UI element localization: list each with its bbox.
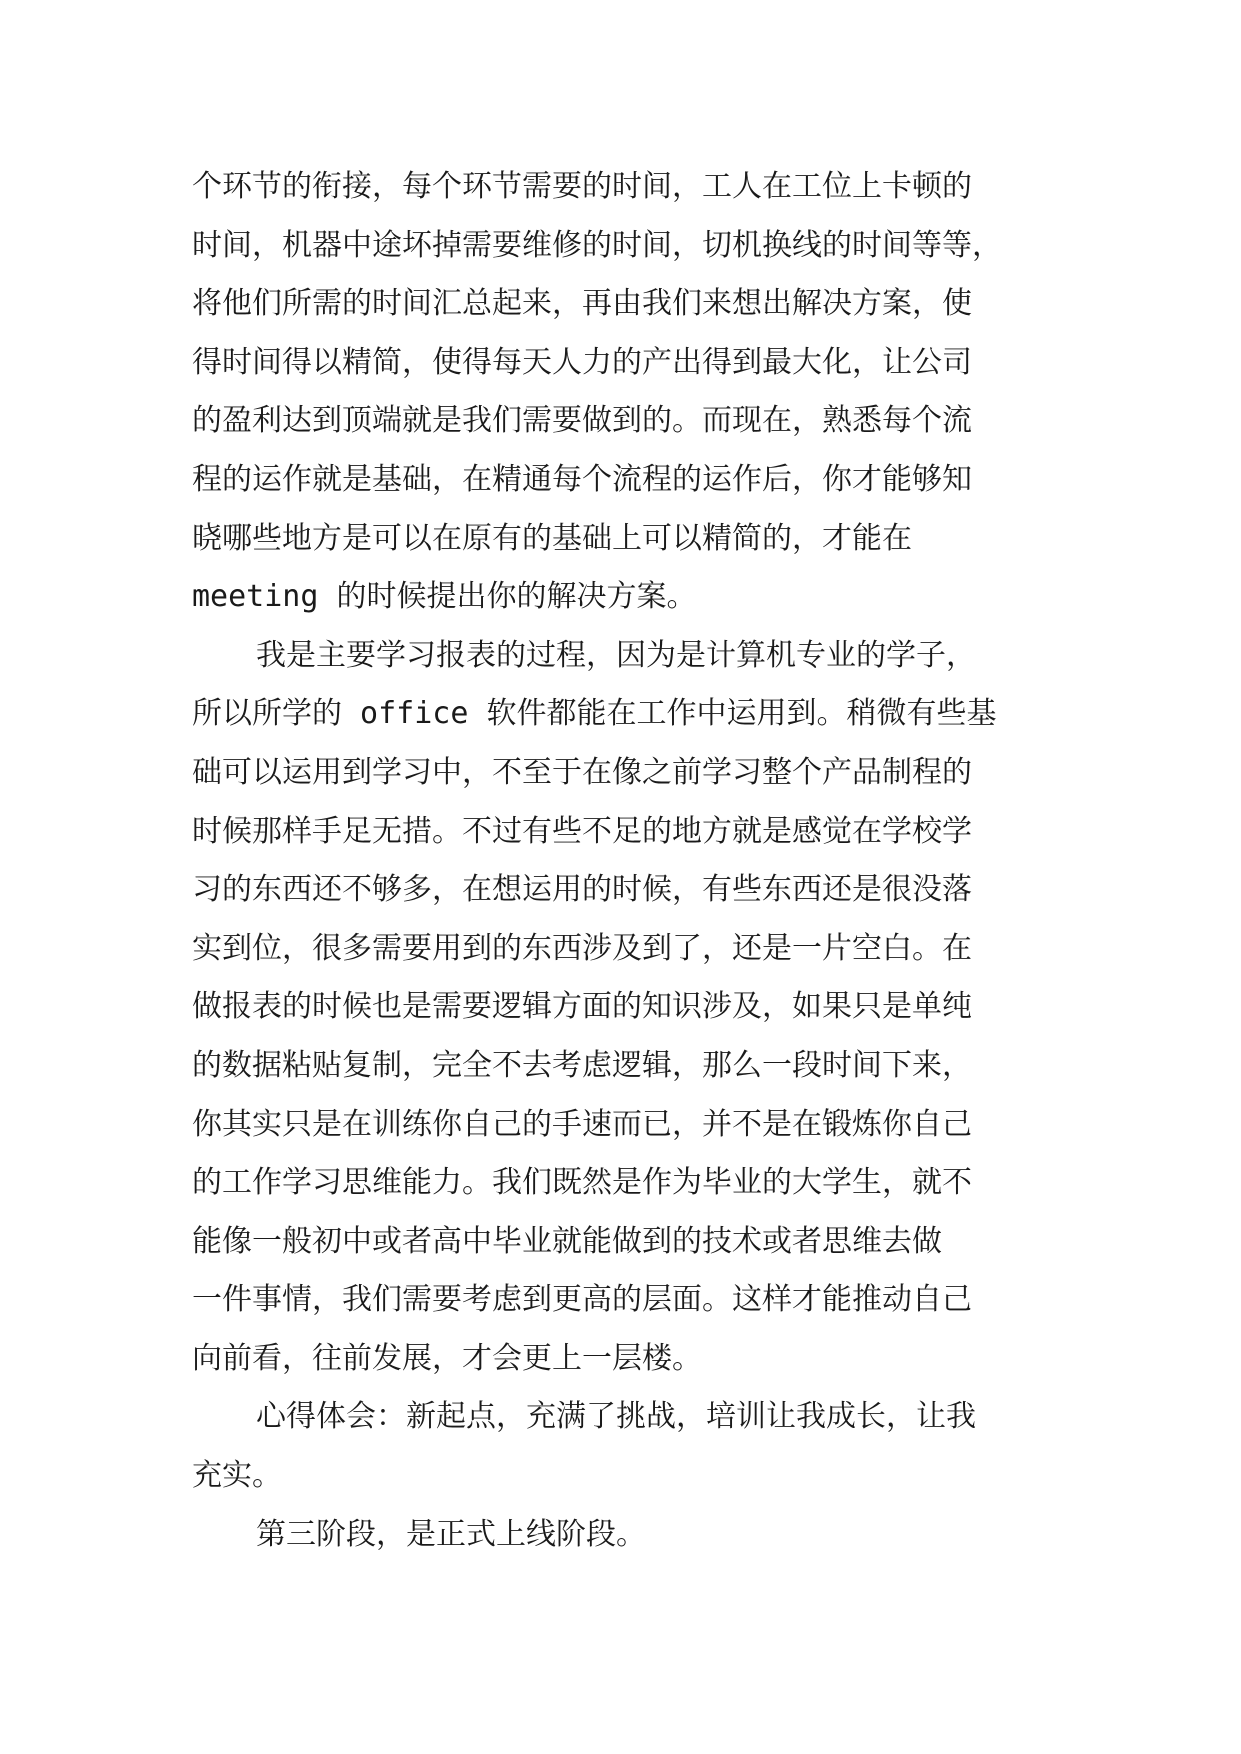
paragraph-start-line: 我是主要学习报表的过程，因为是计算机专业的学子，	[256, 637, 976, 673]
text-line: 得时间得以精简，使得每天人力的产出得到最大化，让公司	[192, 344, 972, 380]
text-line: 晓哪些地方是可以在原有的基础上可以精简的，才能在	[192, 520, 912, 556]
text-line: 能像一般初中或者高中毕业就能做到的技术或者思维去做	[192, 1223, 942, 1259]
body-text	[192, 158, 1052, 1564]
text-line: 一件事情，我们需要考虑到更高的层面。这样才能推动自己	[192, 1282, 972, 1318]
text-line: 将他们所需的时间汇总起来，再由我们来想出解决方案，使	[192, 286, 972, 322]
text-line: 向前看，往前发展，才会更上一层楼。	[192, 1340, 702, 1376]
text-line: 你其实只是在训练你自己的手速而已，并不是在锻炼你自己	[192, 1106, 972, 1142]
text-line: 的工作学习思维能力。我们既然是作为毕业的大学生，就不	[192, 1165, 972, 1201]
paragraph-start-line: 第三阶段，是正式上线阶段。	[256, 1516, 646, 1552]
text-line: 习的东西还不够多，在想运用的时候，有些东西还是很没落	[192, 872, 972, 908]
text-line: 实到位，很多需要用到的东西涉及到了，还是一片空白。在	[192, 930, 972, 966]
text-line: 所以所学的 office 软件都能在工作中运用到。稍微有些基	[192, 696, 997, 732]
text-line: 时间，机器中途坏掉需要维修的时间，切机换线的时间等等，	[192, 227, 1002, 263]
text-line: meeting 的时候提出你的解决方案。	[192, 579, 697, 615]
text-line: 时候那样手足无措。不过有些不足的地方就是感觉在学校学	[192, 813, 972, 849]
text-line: 的盈利达到顶端就是我们需要做到的。而现在，熟悉每个流	[192, 403, 972, 439]
text-line: 做报表的时候也是需要逻辑方面的知识涉及，如果只是单纯	[192, 989, 972, 1025]
text-line: 个环节的衔接，每个环节需要的时间，工人在工位上卡顿的	[192, 169, 972, 204]
text-line: 程的运作就是基础，在精通每个流程的运作后，你才能够知	[192, 461, 972, 497]
text-line: 的数据粘贴复制，完全不去考虑逻辑，那么一段时间下来，	[192, 1047, 972, 1083]
paragraph-start-line: 心得体会：新起点，充满了挑战，培训让我成长，让我	[256, 1399, 976, 1435]
text-line: 充实。	[192, 1458, 282, 1494]
text-line: 础可以运用到学习中，不至于在像之前学习整个产品制程的	[192, 754, 972, 790]
